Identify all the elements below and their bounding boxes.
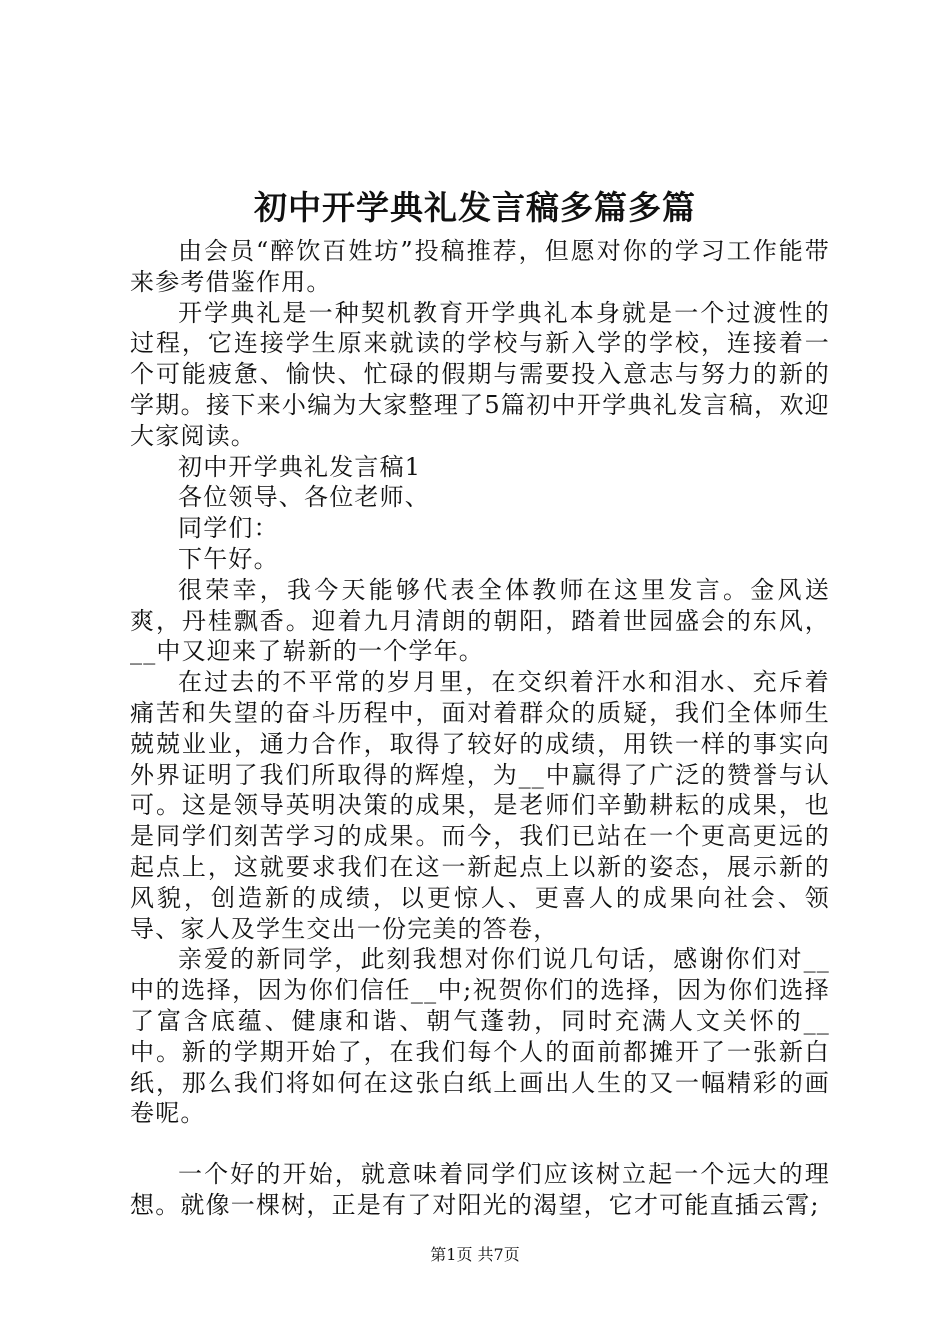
paragraph-opening: 很荣幸，我今天能够代表全体教师在这里发言。金风送爽，丹桂飘香。迎着九月清朗的朝阳，踏着世园盛会的东风，__中又迎来了崭新的一个学年。 (130, 575, 830, 666)
document-title: 初中开学典礼发言稿多篇多篇 (254, 188, 696, 227)
salutation-leaders: 各位领导、各位老师、 (178, 483, 430, 512)
page-footer: 第1页 共7页 (430, 1245, 520, 1264)
greeting: 下午好。 (178, 544, 279, 573)
section-heading: 初中开学典礼发言稿1 (178, 452, 422, 481)
paragraph-good-start: 一个好的开始，就意味着同学们应该树立起一个远大的理想。就像一棵树，正是有了对阳光的渴望，它才可能直插云霄; (130, 1160, 830, 1219)
paragraph-past-achievements: 在过去的不平常的岁月里，在交织着汗水和泪水、充斥着痛苦和失望的奋斗历程中，面对着群众的质疑，我们全体师生兢兢业业，通力合作，取得了较好的成绩，用铁一样的事实向外界证明了我们所取得的辉煌，为__中赢得了广泛的赞誉与认可。这是领导英明决策的成果，是老师们辛勤耕耘的成果，也是同学们刻苦学习的成果。而今，我们已站在一个更高更远的起点上，这就要求我们在这一新起点上以新的姿态，展示新的风貌，创造新的成绩，以更惊人、更喜人的成果向社会、领导、家人及学生交出一份完美的答卷， (130, 668, 830, 943)
document-body (130, 236, 830, 1221)
paragraph-overview: 开学典礼是一种契机教育开学典礼本身就是一个过渡性的过程，它连接学生原来就读的学校与新入学的学校，连接着一个可能疲惫、愉快、忙碌的假期与需要投入意志与努力的新的学期。接下来小编为大家整理了5篇初中开学典礼发言稿，欢迎大家阅读。 (130, 298, 830, 450)
salutation-students: 同学们： (178, 514, 279, 543)
paragraph-new-students: 亲爱的新同学，此刻我想对你们说几句话，感谢你们对__中的选择，因为你们信任__中;祝贺你们的选择，因为你们选择了富含底蕴、健康和谐、朝气蓬勃，同时充满人文关怀的__中。新的学期开始了，在我们每个人的面前都摊开了一张新白纸，那么我们将如何在这张白纸上画出人生的又一幅精彩的画卷呢。 (130, 945, 830, 1128)
paragraph-intro: 由会员“醉饮百姓坊”投稿推荐，但愿对你的学习工作能带来参考借鉴作用。 (130, 237, 830, 296)
